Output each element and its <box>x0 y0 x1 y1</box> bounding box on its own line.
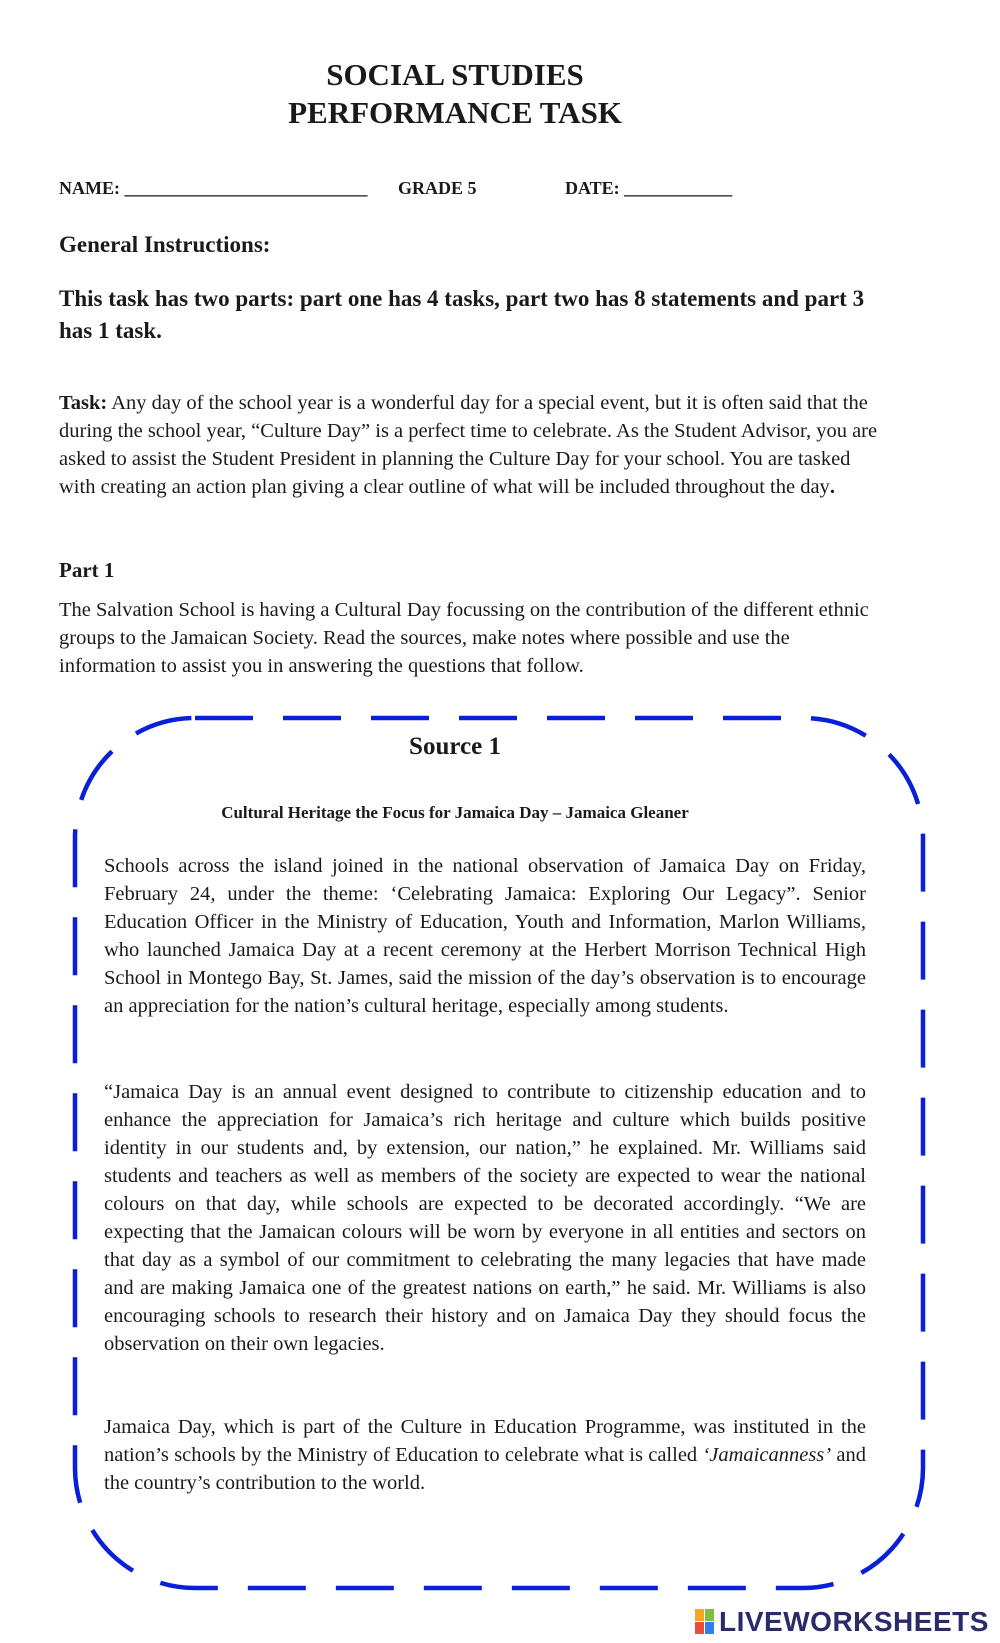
instructions-heading: General Instructions: <box>59 232 271 257</box>
logo-icon <box>695 1609 715 1635</box>
name-field[interactable]: NAME: ___________________________ <box>59 178 368 198</box>
source-paragraph-3 <box>104 1413 866 1497</box>
source-paragraph-1: Schools across the island joined in the national observation of Jamaica Day on Friday, February 24, under the theme: ‘Celebrating Jamaica: Exploring Our Legacy”. Senior Education Officer in the Ministry of Education, Youth and Information, Marlon Williams, who launched Jamaica Day at a recent ceremony at the Herbert Morrison Technical High School in Montego Bay, St. James, said the mission of the day’s observation is to encourage an appreciation for the nation’s cultural heritage, especially among students. <box>104 855 866 1017</box>
logo-text: LIVEWORKSHEETS <box>719 1606 989 1637</box>
title-line-1: SOCIAL STUDIES <box>326 57 584 92</box>
p3-start: Jamaica Day, which is part of the Culture in Education Programme, was instituted in the nation’s schools by the Ministry of Education to celebrate what is called <box>104 1416 866 1466</box>
source-subtitle: Cultural Heritage the Focus for Jamaica Day – Jamaica Gleaner <box>221 803 689 822</box>
part1-text: The Salvation School is having a Cultural Day focussing on the contribution of the different ethnic groups to the Jamaican Society. Read the sources, make notes where possible and use the information to assist you in answering the questions that follow. <box>59 599 869 677</box>
p3-italic: ‘Jamaicanness’ <box>702 1444 832 1466</box>
p3-end: and the country’s contribution to the world. <box>104 1444 866 1494</box>
part1-label: Part 1 <box>59 558 115 582</box>
liveworksheets-logo <box>695 1606 989 1638</box>
page-title <box>0 56 910 132</box>
task-text: Any day of the school year is a wonderful day for a special event, but it is often said that the during the school year, “Culture Day” is a perfect time to celebrate. As the Student Advisor, you are asked to assist the Student President in planning the Culture Day for your school. You are tasked with creating an action plan giving a clear outline of what will be included throughout the day <box>59 392 878 498</box>
source-title: Source 1 <box>409 733 501 760</box>
grade-label: GRADE 5 <box>398 178 477 198</box>
instructions-body: This task has two parts: part one has 4 tasks, part two has 8 statements and part 3 has 1 task. <box>59 286 865 343</box>
title-line-2: PERFORMANCE TASK <box>288 95 622 130</box>
date-field[interactable]: DATE: ____________ <box>565 178 733 198</box>
task-label: Task: <box>59 392 108 414</box>
task-end: . <box>829 476 835 498</box>
source-paragraph-2: “Jamaica Day is an annual event designed to contribute to citizenship education and to enhance the appreciation for Jamaica’s rich heritage and culture which builds positive identity in our students and, by extension, our nation,” he explained. Mr. Williams said students and teachers as well as members of the society are expected to wear the national colours on that day, while schools are expected to be decorated accordingly. “We are expecting that the Jamaican colours will be worn by everyone in all entities and sectors on that day as a symbol of our commitment to celebrating the many legacies that have made and are making Jamaica one of the greatest nations on earth,” he said. Mr. Williams is also encouraging schools to research their history and on Jamaica Day they should focus the observation on their own legacies. <box>104 1081 866 1355</box>
task-paragraph <box>59 389 879 501</box>
